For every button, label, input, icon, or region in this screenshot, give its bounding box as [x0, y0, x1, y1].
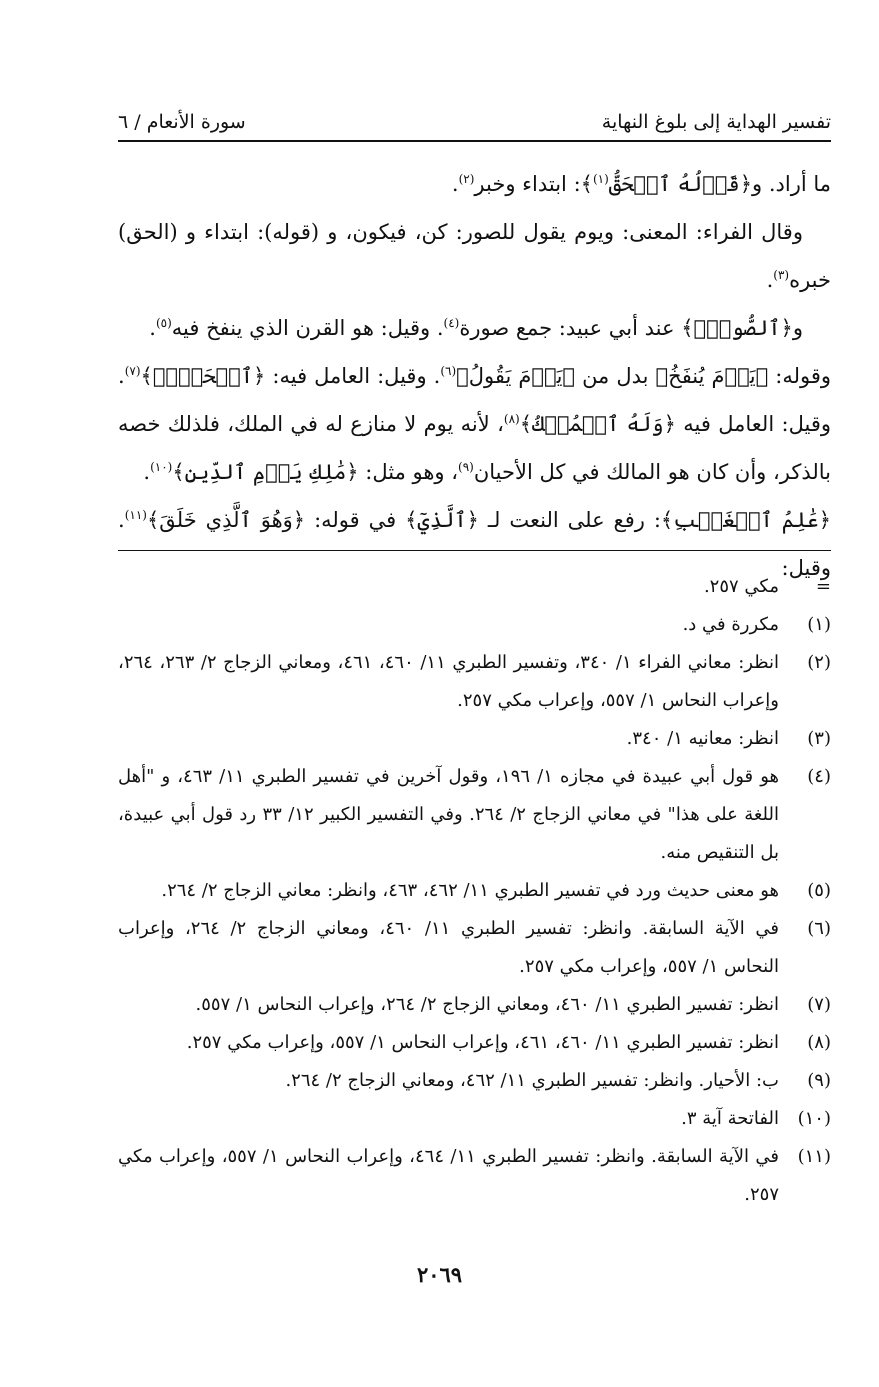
footnote-item — [118, 1024, 831, 1062]
text-run: عند أبي عبيد: جمع صورة — [459, 316, 682, 340]
footnote-number: (٧) — [807, 994, 831, 1015]
footnote-item — [118, 986, 831, 1024]
footnote-number: (٢) — [807, 652, 831, 673]
footnote-text: انظر: معاني الفراء ١/ ٣٤٠، وتفسير الطبري ١١/ ٤٦٠، ٤٦١، ومعاني الزجاج ٢/ ٢٦٣، ٢٦٤، وإعراب النحاس ١/ ٥٥٧، وإعراب مكي ٢٥٧. — [118, 652, 779, 711]
quran-quote: ﴿وَهُوَ ٱلَّذِي خَلَقَ﴾ — [146, 508, 306, 532]
footnote-item — [118, 568, 831, 606]
text-run: . — [766, 268, 774, 292]
main-text — [118, 160, 831, 592]
footnote-number: = — [815, 576, 831, 597]
footnote-ref[interactable]: (٧) — [124, 364, 141, 378]
footnote-ref[interactable]: (٦) — [440, 364, 457, 378]
footnote-item — [118, 910, 831, 986]
footnote-item — [118, 644, 831, 720]
footnote-item — [118, 1100, 831, 1138]
footnote-text: مكررة في د. — [682, 614, 779, 635]
footnote-number: (٤) — [807, 766, 831, 787]
footnote-number: (٥) — [807, 880, 831, 901]
text-run: . — [451, 172, 459, 196]
quran-quote: ﴿ٱلصُّورِۚ﴾ — [681, 316, 793, 340]
text-run: : ابتداء وخبر — [474, 172, 581, 196]
footnote-text: ب: الأحيار. وانظر: تفسير الطبري ١١/ ٤٦٢، ومعاني الزجاج ٢/ ٢٦٤. — [285, 1070, 779, 1091]
footnote-number: (١٠) — [797, 1108, 831, 1129]
quran-quote-close: ﴾ — [580, 172, 593, 196]
paragraph-1 — [118, 160, 831, 208]
footnote-number: (١١) — [797, 1146, 831, 1167]
paragraph-2 — [118, 208, 831, 304]
footnote-item — [118, 872, 831, 910]
text-run: وقوله: — [768, 364, 832, 388]
text-run: . وقيل: العامل فيه: — [265, 364, 441, 388]
quran-quote: ﴿ٱلَّذِيٓ﴾ — [405, 508, 479, 532]
text-run: . — [149, 316, 156, 340]
text-run: . — [143, 460, 151, 484]
footnote-text: هو قول أبي عبيدة في مجازه ١/ ١٩٦، وقول آخرين في تفسير الطبري ١١/ ٤٦٣، و "أهل اللغة على هذا" في معاني الزجاج ٢/ ٢٦٤. وفي التفسير الكبير ١٢/ ٣٣ رد قول أبي عبيدة، بل التنقيص منه. — [118, 766, 780, 863]
footnote-item — [118, 606, 831, 644]
footnote-item — [118, 1138, 831, 1214]
text-run: : رفع على النعت لـ — [478, 508, 661, 532]
footnote-text: الفاتحة آية ٣. — [681, 1108, 779, 1129]
footnote-item — [118, 720, 831, 758]
quran-quote: ﴿وَلَهُ ٱلۡمُلۡكُ﴾ — [519, 412, 676, 436]
footnote-ref[interactable]: (٩) — [458, 460, 474, 474]
page-number: ٢٠٦٩ — [416, 1262, 463, 1287]
text-run: . وقيل: العامل فيه — [118, 364, 831, 436]
text-run: بدل من — [575, 364, 656, 388]
text-run: . وقيل: — [118, 508, 831, 580]
text-run: . وقيل: هو القرن الذي ينفخ فيه — [171, 316, 444, 340]
header-divider — [118, 140, 831, 142]
running-header — [118, 96, 831, 136]
text-run: ، لأنه يوم لا منازع له في الملك، فلذلك خصه بالذكر، وأن كان هو المالك في كل الأحيان — [118, 412, 831, 484]
footnote-text: هو معنى حديث ورد في تفسير الطبري ١١/ ٤٦٢، ٤٦٣، وانظر: معاني الزجاج ٢/ ٢٦٤. — [161, 880, 779, 901]
paragraph-3 — [118, 304, 831, 352]
book-title: تفسير الهداية إلى بلوغ النهاية — [601, 111, 831, 133]
footnote-text: انظر: تفسير الطبري ١١/ ٤٦٠، ٤٦١، وإعراب النحاس ١/ ٥٥٧، وإعراب مكي ٢٥٧. — [186, 1032, 779, 1053]
footnote-ref[interactable]: (٣) — [773, 268, 790, 282]
quran-quote: ﴿عَٰلِمُ ٱلۡغَيۡبِ﴾ — [660, 508, 832, 532]
quran-quote: ﴿قَوۡلُهُ ٱلۡحَقُّ — [608, 172, 753, 196]
footnote-text: في الآية السابقة. وانظر: تفسير الطبري ١١/ ٤٦٤، وإعراب النحاس ١/ ٥٥٧، وإعراب مكي ٢٥٧. — [118, 1146, 779, 1205]
text-run: ، وهو مثل: — [358, 460, 459, 484]
footnote-text: انظر: معانيه ١/ ٣٤٠. — [626, 728, 779, 749]
footnote-item — [118, 758, 831, 872]
quran-quote: ﴿يَوۡمَ يُنفَخُ﴾ — [655, 364, 769, 388]
footnote-divider — [118, 550, 831, 551]
footnotes — [118, 568, 831, 1214]
footnote-ref[interactable]: (٥) — [155, 316, 172, 330]
footnote-ref[interactable]: (٢) — [458, 172, 475, 186]
footnote-text: في الآية السابقة. وانظر: تفسير الطبري ١١/ ٤٦٠، ومعاني الزجاج ٢/ ٢٦٤، وإعراب النحاس ١/ ٥٥٧، وإعراب مكي ٢٥٧. — [118, 918, 780, 977]
text-run: و — [792, 316, 803, 340]
quran-quote: ﴿مَٰلِكِ يَوۡمِ ٱلدِّينِ﴾ — [172, 460, 359, 484]
footnote-ref[interactable]: (١٠) — [150, 460, 173, 474]
footnote-number: (٣) — [807, 728, 831, 749]
footnote-number: (١) — [807, 614, 831, 635]
paragraph-4 — [118, 352, 831, 496]
surah-label: سورة الأنعام / ٦ — [118, 111, 246, 133]
footnote-ref[interactable]: (٤) — [443, 316, 460, 330]
text-run: في قوله: — [305, 508, 406, 532]
footnote-number: (٨) — [807, 1032, 831, 1053]
text-run: ما أراد. و — [752, 172, 831, 196]
footnote-text: مكي ٢٥٧. — [703, 576, 779, 597]
quran-quote: ﴿ٱلۡحَقُّۚ﴾ — [140, 364, 266, 388]
footnote-number: (٩) — [807, 1070, 831, 1091]
text-run: وقال الفراء: المعنى: ويوم يقول للصور: كن، فيكون، و (قوله): ابتداء و (الحق) خبره — [118, 220, 831, 292]
footnote-ref[interactable]: (١١) — [124, 508, 147, 522]
footnote-number: (٦) — [807, 918, 831, 939]
footnote-ref[interactable]: (٨) — [503, 412, 520, 426]
footnote-text: انظر: تفسير الطبري ١١/ ٤٦٠، ومعاني الزجاج ٢/ ٢٦٤، وإعراب النحاس ١/ ٥٥٧. — [195, 994, 779, 1015]
footnote-ref[interactable]: (١) — [592, 172, 609, 186]
quran-quote: ﴿يَوۡمَ يَقُولُ﴾ — [456, 364, 576, 388]
footnote-item — [118, 1062, 831, 1100]
